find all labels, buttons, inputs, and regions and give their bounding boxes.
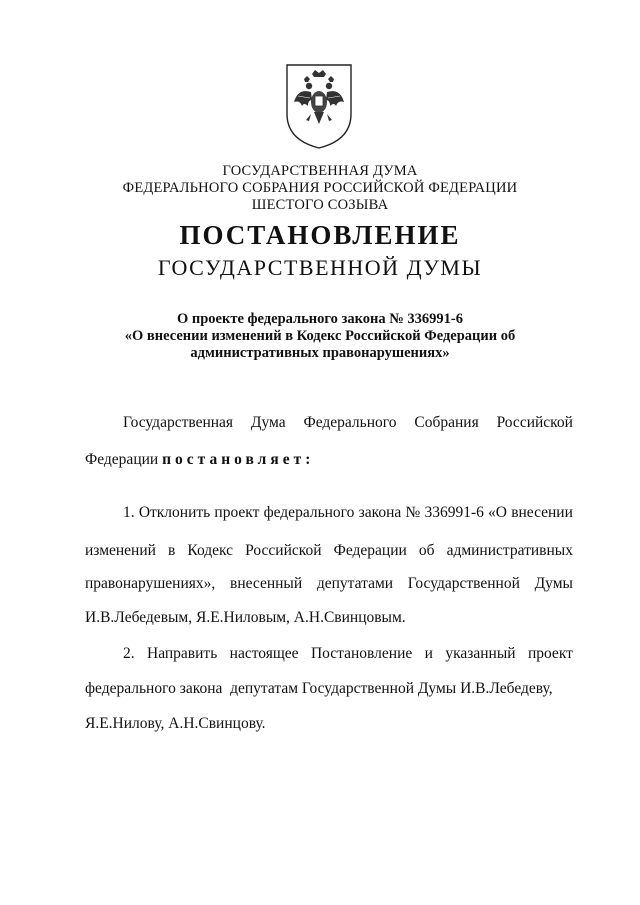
resolves-word: постановляет: bbox=[162, 451, 315, 468]
word: № bbox=[405, 504, 421, 521]
word: внесенный bbox=[230, 575, 303, 592]
word: Направить bbox=[147, 645, 218, 662]
document-title: ПОСТАНОВЛЕНИЕ bbox=[179, 220, 461, 250]
subject-line-2: «О внесении изменений в Кодекс Российской Федерации об bbox=[124, 328, 516, 344]
preamble-federation: Федерации bbox=[85, 451, 159, 468]
header-convocation: ШЕСТОГО СОЗЫВА bbox=[251, 197, 389, 213]
header-duma: ГОСУДАРСТВЕННАЯ ДУМА bbox=[222, 163, 418, 179]
word: изменений bbox=[85, 542, 156, 559]
item1-line-1 bbox=[123, 504, 573, 522]
word: Федерации bbox=[333, 542, 407, 559]
item1-line-3 bbox=[85, 575, 573, 593]
word: Думы bbox=[534, 575, 573, 592]
word: проект bbox=[214, 504, 260, 521]
word: закона bbox=[358, 504, 402, 521]
word: Федерального bbox=[303, 414, 397, 431]
document-subtitle: ГОСУДАРСТВЕННОЙ ДУМЫ bbox=[157, 255, 483, 280]
word: Кодекс bbox=[187, 542, 234, 559]
preamble-line-2 bbox=[85, 451, 314, 469]
word: федерального bbox=[263, 504, 355, 521]
word: 2. bbox=[123, 645, 135, 662]
word: Государственная bbox=[123, 414, 234, 431]
word: об bbox=[418, 542, 435, 559]
word: Постановление bbox=[310, 645, 413, 662]
subject-line-3: административных правонарушениях» bbox=[190, 345, 450, 361]
subject-line-1: О проекте федерального закона № 336991-6 bbox=[176, 311, 464, 327]
word: настоящее bbox=[229, 645, 299, 662]
word: 336991-6 bbox=[424, 504, 484, 521]
preamble-line-1 bbox=[123, 414, 573, 432]
item2-line-2: федерального закона депутатам Государственной Думы И.В.Лебедеву, bbox=[85, 680, 553, 697]
word: Отклонить bbox=[138, 504, 211, 521]
word: депутатами bbox=[316, 575, 394, 592]
word: и bbox=[424, 645, 433, 662]
coat-of-arms-emblem bbox=[284, 62, 354, 150]
word: 1. bbox=[123, 504, 135, 521]
word: указанный bbox=[445, 645, 516, 662]
word: «О bbox=[488, 504, 507, 521]
item1-line-2 bbox=[85, 542, 573, 560]
russian-coat-of-arms-icon bbox=[284, 62, 354, 150]
word: внесении bbox=[511, 504, 573, 521]
word: Дума bbox=[250, 414, 286, 431]
word: Государственной bbox=[407, 575, 520, 592]
item2-line-3: Я.Е.Нилову, А.Н.Свинцову. bbox=[85, 715, 266, 732]
item1-line-4: И.В.Лебедевым, Я.Е.Ниловым, А.Н.Свинцовым. bbox=[85, 609, 406, 626]
word: в bbox=[168, 542, 176, 559]
word: Российской bbox=[496, 414, 573, 431]
word: правонарушениях», bbox=[85, 575, 216, 592]
header-federal-assembly: ФЕДЕРАЛЬНОГО СОБРАНИЯ РОССИЙСКОЙ ФЕДЕРАЦИИ bbox=[122, 180, 518, 196]
item2-line-1 bbox=[123, 645, 573, 663]
word: Российской bbox=[245, 542, 322, 559]
word: Собрания bbox=[414, 414, 479, 431]
word: проект bbox=[527, 645, 573, 662]
word: административных bbox=[446, 542, 573, 559]
